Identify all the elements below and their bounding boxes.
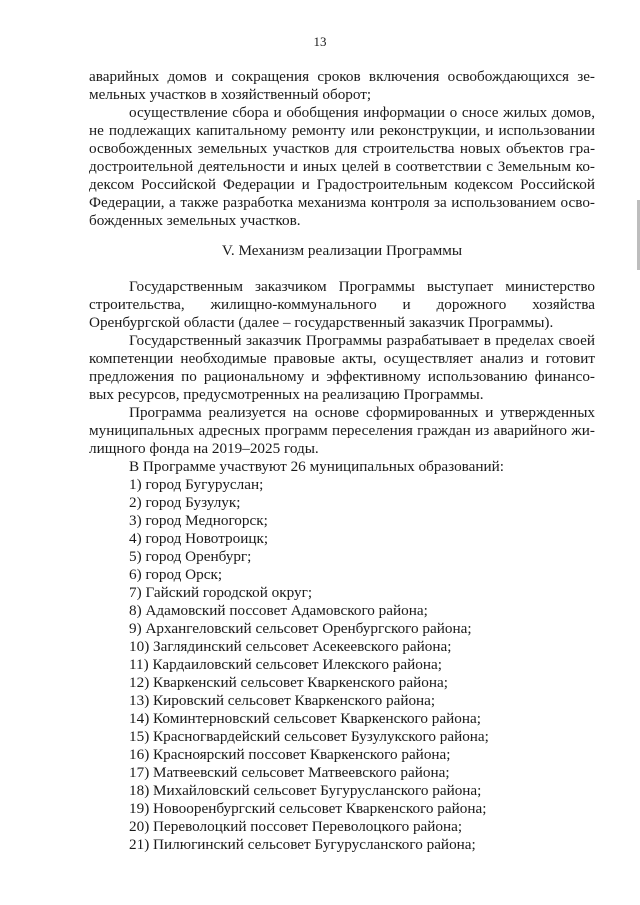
list-item: 11) Кардаиловский сельсовет Илекского района; <box>129 656 442 673</box>
list-item: 5) город Оренбург; <box>129 548 252 565</box>
list-item: 9) Архангеловский сельсовет Оренбургского района; <box>129 620 472 637</box>
list-item: 8) Адамовский поссовет Адамовского района; <box>129 602 428 619</box>
list-item: 3) город Медногорск; <box>129 512 268 529</box>
paragraph-line: аварийных домов и сокращения сроков включения освобождающихся зе- <box>89 68 595 85</box>
paragraph-line: достроительной деятельности и иных целей в соответствии с Земельным ко- <box>89 158 595 175</box>
paragraph-line: Государственным заказчиком Программы выступает министерство <box>129 278 595 295</box>
section-heading: V. Механизм реализации Программы <box>221 242 463 259</box>
list-item: 20) Переволоцкий поссовет Переволоцкого района; <box>129 818 463 835</box>
paragraph-line: божденных земельных участков. <box>89 212 301 229</box>
paragraph-line: мельных участков в хозяйственный оборот; <box>89 86 372 103</box>
list-item: 19) Новооренбургский сельсовет Кваркенского района; <box>129 800 487 817</box>
list-item: 2) город Бузулук; <box>129 494 241 511</box>
paragraph-line: муниципальных адресных программ переселения граждан из аварийного жи- <box>89 422 595 439</box>
paragraph-line: Государственный заказчик Программы разрабатывает в пределах своей <box>129 332 595 349</box>
list-item: 18) Михайловский сельсовет Бугурусланского района; <box>129 782 482 799</box>
paragraph-line: осуществление сбора и обобщения информации о сносе жилых домов, <box>129 104 595 121</box>
list-item: 14) Коминтерновский сельсовет Кваркенского района; <box>129 710 481 727</box>
list-item: 7) Гайский городской округ; <box>129 584 313 601</box>
page-number: 13 <box>313 34 327 49</box>
paragraph-line: не подлежащих капитальному ремонту или реконструкции, и использовании <box>89 122 595 139</box>
paragraph-line: Оренбургской области (далее – государственный заказчик Программы). <box>89 314 554 331</box>
paragraph-line: лищного фонда на 2019–2025 годы. <box>89 440 319 457</box>
paragraph-line: освобожденных земельных участков для строительства новых объектов гра- <box>89 140 595 157</box>
paragraph-line: Федерации, а также разработка механизма контроля за использованием осво- <box>89 194 595 211</box>
paragraph-line: вых ресурсов, предусмотренных на реализацию Программы. <box>89 386 484 403</box>
list-item: 17) Матвеевский сельсовет Матвеевского района; <box>129 764 450 781</box>
list-item: 1) город Бугуруслан; <box>129 476 264 493</box>
list-item: 15) Красногвардейский сельсовет Бузулукского района; <box>129 728 489 745</box>
list-item: 13) Кировский сельсовет Кваркенского района; <box>129 692 436 709</box>
paragraph-line: строительства, жилищно-коммунального и дорожного хозяйства <box>89 296 595 313</box>
list-item: 12) Кваркенский сельсовет Кваркенского района; <box>129 674 448 691</box>
list-item: 10) Заглядинский сельсовет Асекеевского района; <box>129 638 452 655</box>
list-item: 21) Пилюгинский сельсовет Бугурусланского района; <box>129 836 476 853</box>
paragraph-line: дексом Российской Федерации и Градостроительным кодексом Российской <box>89 176 595 193</box>
paragraph-line: компетенции необходимые правовые акты, осуществляет анализ и готовит <box>89 350 595 367</box>
paragraph-line: предложения по рациональному и эффективному использованию финансо- <box>89 368 595 385</box>
list-item: 6) город Орск; <box>129 566 223 583</box>
list-item: 16) Красноярский поссовет Кваркенского района; <box>129 746 451 763</box>
participants-intro: В Программе участвуют 26 муниципальных образований: <box>129 458 504 475</box>
paragraph-line: Программа реализуется на основе сформированных и утвержденных <box>129 404 595 421</box>
list-item: 4) город Новотроицк; <box>129 530 269 547</box>
